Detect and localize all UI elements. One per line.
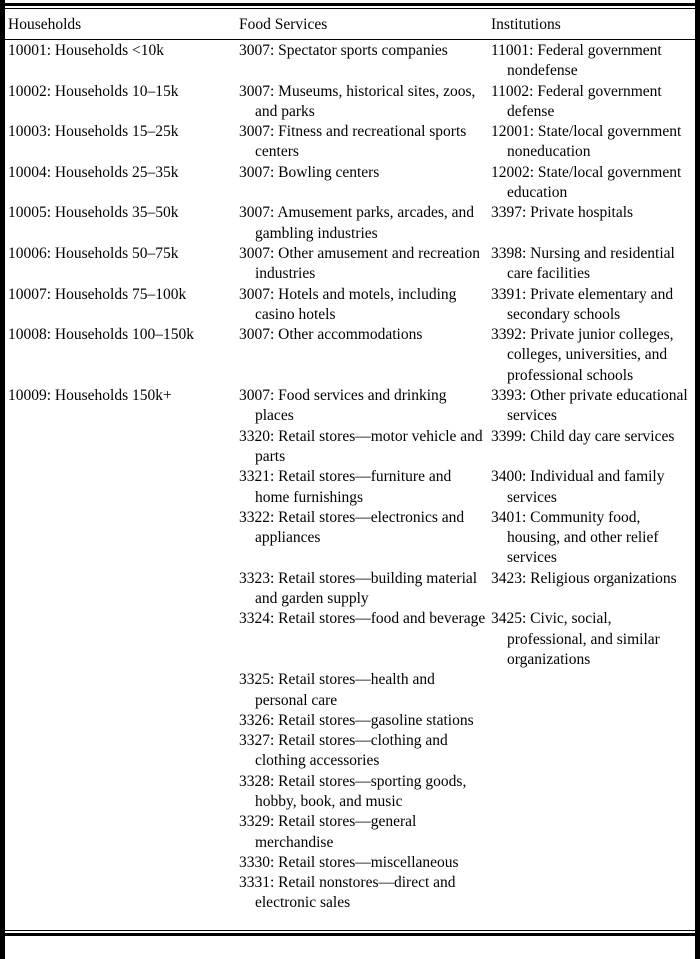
entry-institutions: 3425: Civic, social, professional, and similar organizations	[491, 610, 660, 668]
table-cell-food-services	[236, 386, 488, 427]
table-cell-institutions	[488, 711, 695, 731]
entry-institutions: 3401: Community food, housing, and other relief services	[491, 508, 659, 567]
entry-households: 10001: Households <10k	[8, 42, 164, 59]
table-row	[5, 467, 695, 508]
table-cell-households	[5, 812, 236, 832]
table-row	[5, 873, 695, 914]
entry-food-services: 3331: Retail nonstores—direct and electronic sales	[239, 874, 456, 912]
entry-institutions: 3399: Child day care services	[491, 427, 675, 445]
table-cell-households	[5, 41, 236, 61]
table-cell-food-services	[236, 467, 488, 508]
table-cell-food-services	[236, 670, 488, 711]
table-cell-institutions	[488, 853, 695, 873]
table-cell-institutions	[488, 285, 695, 326]
table-cell-food-services	[236, 41, 488, 61]
table-cell-households	[5, 325, 236, 345]
table-row	[5, 244, 695, 285]
entry-food-services: 3007: Museums, historical sites, zoos, and parks	[239, 82, 476, 120]
table-cell-institutions	[488, 873, 695, 893]
table-row	[5, 853, 695, 873]
table-cell-households	[5, 82, 236, 102]
table-cell-food-services	[236, 285, 488, 326]
table-cell-households	[5, 569, 236, 589]
column-header-households: Households	[8, 16, 82, 33]
table-cell-households	[5, 853, 236, 873]
table-cell-institutions	[488, 609, 695, 670]
entry-food-services: 3007: Other accommodations	[239, 326, 423, 344]
table-cell-households	[5, 772, 236, 792]
table-cell-institutions	[488, 244, 695, 285]
table-cell-institutions	[488, 772, 695, 792]
table-row	[5, 285, 695, 326]
table-cell-food-services	[236, 325, 488, 345]
table-cell-households	[5, 427, 236, 447]
entry-institutions: 3392: Private junior colleges, colleges, universities, and professional schools	[491, 326, 674, 384]
entry-food-services: 3007: Fitness and recreational sports centers	[239, 123, 467, 161]
entry-food-services: 3327: Retail stores—clothing and clothing accessories	[239, 732, 448, 770]
entry-food-services: 3007: Hotels and motels, including casino hotels	[239, 285, 457, 323]
table-cell-households	[5, 467, 236, 487]
table-bottom-rule	[5, 930, 695, 936]
table-row	[5, 508, 695, 569]
table-cell-food-services	[236, 163, 488, 183]
table-cell-food-services	[236, 427, 488, 468]
table-row	[5, 122, 695, 163]
entry-households: 10009: Households 150k+	[8, 387, 172, 405]
entry-households: 10002: Households 10–15k	[8, 82, 179, 100]
table-cell-institutions	[488, 670, 695, 690]
table-cell-households	[5, 122, 236, 142]
table-row	[5, 386, 695, 427]
table-cell-food-services	[236, 122, 488, 163]
table-row	[5, 812, 695, 853]
entry-institutions: 3397: Private hospitals	[491, 204, 634, 222]
table-cell-food-services	[236, 853, 488, 873]
table-header-rule	[5, 39, 695, 40]
table-row	[5, 609, 695, 670]
entry-food-services: 3330: Retail stores—miscellaneous	[239, 853, 459, 871]
table-cell-institutions	[488, 427, 695, 447]
column-header-food-services: Food Services	[239, 16, 328, 33]
entry-food-services: 3328: Retail stores—sporting goods, hobby, book, and music	[239, 772, 467, 810]
table-cell-food-services	[236, 772, 488, 813]
entry-food-services: 3325: Retail stores—health and personal care	[239, 671, 435, 709]
entry-institutions: 3393: Other private educational services	[491, 387, 688, 425]
entry-households: 10003: Households 15–25k	[8, 123, 179, 141]
entry-food-services: 3326: Retail stores—gasoline stations	[239, 711, 474, 729]
table-cell-households	[5, 386, 236, 406]
table-cell-institutions	[488, 325, 695, 386]
entry-households: 10005: Households 35–50k	[8, 204, 179, 222]
table-cell-households	[5, 731, 236, 751]
table-cell-food-services	[236, 731, 488, 772]
entry-households: 10004: Households 25–35k	[8, 163, 179, 181]
table-cell-institutions	[488, 569, 695, 589]
bottom-spacer	[5, 914, 695, 930]
table-row	[5, 731, 695, 772]
table-cell-food-services	[236, 569, 488, 610]
table-cell-households	[5, 203, 236, 223]
table-header-row	[5, 9, 695, 39]
table-cell-food-services	[236, 82, 488, 123]
entry-institutions: 12002: State/local government education	[491, 163, 682, 202]
table-cell-households	[5, 609, 236, 629]
table-row	[5, 325, 695, 386]
entry-food-services: 3323: Retail stores—building material and garden supply	[239, 569, 478, 608]
table-cell-institutions	[488, 731, 695, 751]
entry-institutions: 12001: State/local government noneducation	[491, 123, 682, 161]
table-cell-institutions	[488, 508, 695, 569]
table-row	[5, 41, 695, 82]
table-cell-institutions	[488, 386, 695, 427]
table-row	[5, 82, 695, 123]
table-cell-households	[5, 163, 236, 183]
entry-food-services: 3324: Retail stores—food and beverage	[239, 610, 486, 628]
table-cell-food-services	[236, 812, 488, 853]
entry-institutions: 3423: Religious organizations	[491, 569, 677, 587]
table-cell-food-services	[236, 609, 488, 629]
entry-households: 10008: Households 100–150k	[8, 326, 194, 344]
table-row	[5, 163, 695, 204]
entry-food-services: 3007: Spectator sports companies	[239, 42, 448, 59]
table-cell-food-services	[236, 244, 488, 285]
table-row	[5, 569, 695, 610]
table-cell-households	[5, 244, 236, 264]
entry-food-services: 3329: Retail stores—general merchandise	[239, 813, 417, 851]
entry-food-services: 3007: Bowling centers	[239, 163, 380, 181]
table-cell-food-services	[236, 873, 488, 914]
table-cell-institutions	[488, 41, 695, 82]
entry-institutions: 3391: Private elementary and secondary schools	[491, 285, 674, 323]
table-cell-institutions	[488, 812, 695, 832]
table-row	[5, 203, 695, 244]
table-cell-institutions	[488, 122, 695, 163]
entry-institutions: 11002: Federal government defense	[491, 82, 662, 120]
entry-food-services: 3321: Retail stores—furniture and home furnishings	[239, 468, 452, 506]
table-cell-households	[5, 711, 236, 731]
table-cell-food-services	[236, 508, 488, 549]
entry-households: 10007: Households 75–100k	[8, 285, 187, 303]
entry-food-services: 3320: Retail stores—motor vehicle and parts	[239, 427, 483, 465]
table-row	[5, 670, 695, 711]
table-cell-households	[5, 670, 236, 690]
table-cell-food-services	[236, 203, 488, 244]
table-cell-institutions	[488, 163, 695, 204]
table-cell-households	[5, 285, 236, 305]
table-cell-institutions	[488, 82, 695, 123]
table-row	[5, 772, 695, 813]
entry-institutions: 3398: Nursing and residential care facilities	[491, 244, 675, 283]
column-header-institutions: Institutions	[491, 16, 561, 33]
entry-food-services: 3007: Amusement parks, arcades, and gambling industries	[239, 204, 475, 242]
entry-food-services: 3007: Other amusement and recreation industries	[239, 244, 481, 283]
table-cell-households	[5, 508, 236, 528]
entry-institutions: 3400: Individual and family services	[491, 468, 665, 506]
table-row	[5, 711, 695, 731]
table-row	[5, 427, 695, 468]
entry-food-services: 3007: Food services and drinking places	[239, 387, 447, 425]
table-cell-institutions	[488, 467, 695, 508]
table-cell-institutions	[488, 203, 695, 223]
table-body	[5, 41, 695, 914]
table-cell-food-services	[236, 711, 488, 731]
entry-food-services: 3322: Retail stores—electronics and appliances	[239, 508, 465, 547]
entry-households: 10006: Households 50–75k	[8, 244, 179, 262]
entry-institutions: 11001: Federal government nondefense	[491, 42, 662, 80]
table-cell-households	[5, 873, 236, 893]
